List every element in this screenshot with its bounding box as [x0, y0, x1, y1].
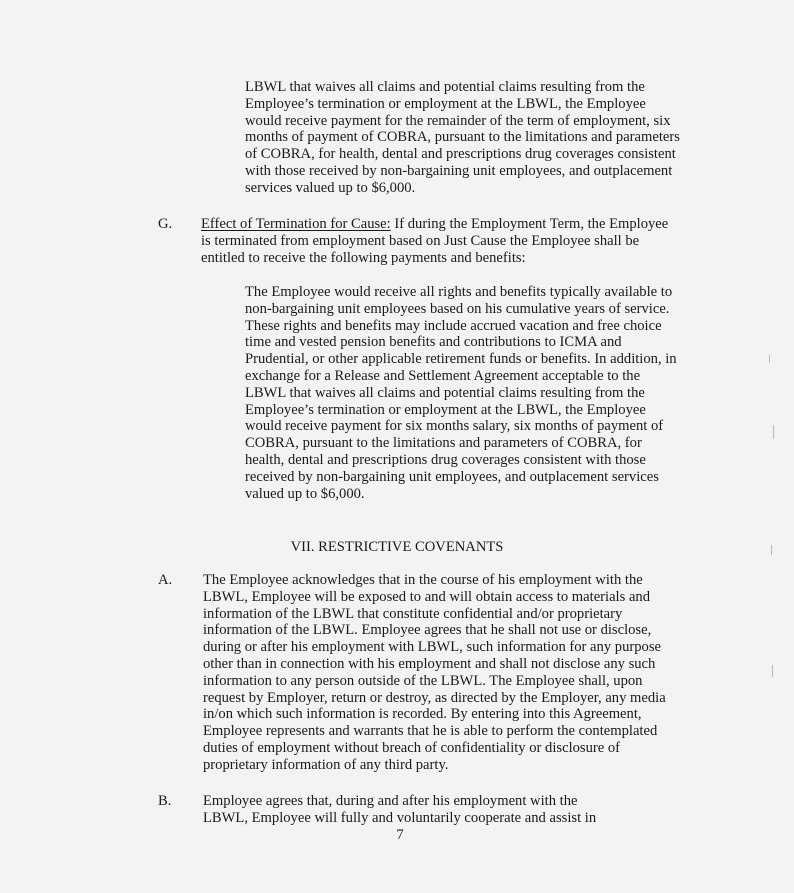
text-line: The Employee would receive all rights and benefits typically available to — [245, 284, 673, 300]
text-line: information to any person outside of the LBWL. The Employee shall, upon — [203, 672, 643, 689]
text-line: health, dental and prescriptions drug coverages consistent with those — [245, 451, 646, 468]
text-line: duties of employment without breach of confidentiality or disclosure of — [203, 739, 621, 756]
text-line: The Employee acknowledges that in the course of his employment with the — [203, 572, 643, 588]
text-line: Employee agrees that, during and after his employment with the — [203, 793, 578, 809]
text-line: LBWL, Employee will fully and voluntarily cooperate and assist in — [203, 809, 597, 826]
text-line: Employee’s termination or employment at the LBWL, the Employee — [245, 401, 646, 418]
text-line: months of payment of COBRA, pursuant to the limitations and parameters — [245, 129, 680, 146]
text-line: during or after his employment with LBWL, such information for any purpose — [203, 639, 661, 656]
text-line: LBWL that waives all claims and potential claims resulting from the — [245, 79, 645, 95]
text-line: exchange for a Release and Settlement Agreement acceptable to the — [245, 367, 641, 384]
section-a-paragraph — [203, 572, 666, 774]
text-line: would receive payment for six months salary, six months of payment of — [245, 418, 664, 435]
scan-mark — [773, 425, 774, 439]
text-line: Prudential, or other applicable retirement funds or benefits. In addition, in — [245, 351, 677, 368]
text-line: services valued up to $6,000. — [245, 179, 416, 196]
page-number: 7 — [396, 827, 404, 843]
text-line: request by Employer, return or destroy, as directed by the Employer, any media — [203, 689, 666, 706]
section-a-letter: A. — [158, 572, 173, 588]
section-g-letter: G. — [158, 216, 173, 232]
text-line: with those received by non-bargaining unit employees, and outplacement — [245, 162, 673, 179]
text-line: valued up to $6,000. — [245, 485, 365, 502]
text-line: COBRA, pursuant to the limitations and parameters of COBRA, for — [245, 435, 642, 452]
section-g-indented-paragraph — [245, 284, 677, 502]
text-line: non-bargaining unit employees based on his cumulative years of service. — [245, 300, 670, 317]
scan-mark — [772, 665, 773, 677]
continued-paragraph — [245, 79, 680, 197]
text-line: information of the LBWL that constitute confidential and/or proprietary — [203, 605, 623, 622]
text-line: Employee represents and warrants that he is able to perform the contemplated — [203, 723, 658, 740]
text-line: would receive payment for the remainder of the term of employment, six — [245, 112, 671, 129]
text-line: entitled to receive the following payments and benefits: — [201, 249, 526, 266]
scan-mark — [769, 355, 770, 363]
text-line: information of the LBWL. Employee agrees that he shall not use or disclose, — [203, 622, 652, 639]
section-g-heading: Effect of Termination for Cause: — [201, 216, 391, 232]
section-g-line1-rest: If during the Employment Term, the Employee — [390, 216, 669, 232]
text-line: in/on which such information is recorded. By entering into this Agreement, — [203, 706, 642, 723]
text-line: received by non-bargaining unit employees, and outplacement services — [245, 468, 659, 485]
article-heading: VII. RESTRICTIVE COVENANTS — [290, 539, 504, 555]
text-line: other than in connection with his employment and shall not disclose any such — [203, 655, 656, 672]
section-b-paragraph — [203, 793, 596, 827]
text-line: of COBRA, for health, dental and prescriptions drug coverages consistent — [245, 146, 676, 163]
text-line: These rights and benefits may include accrued vacation and free choice — [245, 317, 662, 334]
text-line: time and vested pension benefits and contributions to ICMA and — [245, 334, 622, 351]
text-line: LBWL, Employee will be exposed to and will obtain access to materials and — [203, 588, 651, 605]
text-line: is terminated from employment based on Just Cause the Employee shall be — [201, 232, 640, 249]
text-line: proprietary information of any third party. — [203, 756, 449, 773]
section-g-paragraph — [201, 216, 668, 266]
scan-mark — [771, 545, 772, 555]
text-line — [201, 216, 668, 233]
text-line: Employee’s termination or employment at the LBWL, the Employee — [245, 95, 646, 112]
text-line: LBWL that waives all claims and potential claims resulting from the — [245, 384, 645, 401]
section-b-letter: B. — [158, 793, 172, 809]
